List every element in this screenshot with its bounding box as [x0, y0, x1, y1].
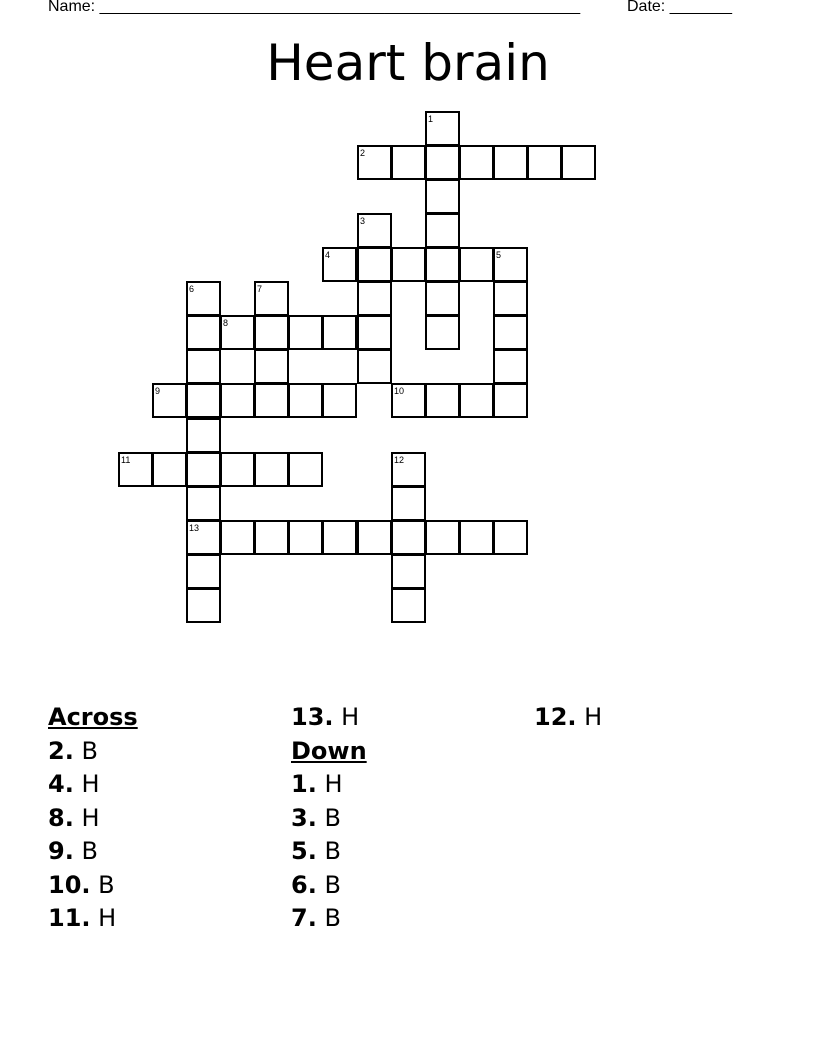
clue-item — [48, 835, 138, 869]
clue-text: B — [324, 837, 341, 865]
clue-item — [534, 701, 602, 735]
clue-column-1 — [48, 701, 138, 936]
clue-number: 3 — [360, 216, 366, 226]
grid-cell[interactable] — [186, 418, 221, 453]
clue-item — [291, 701, 367, 735]
grid-cell[interactable] — [493, 145, 528, 180]
grid-cell[interactable] — [254, 452, 289, 487]
clue-number-label: 13. — [291, 703, 334, 731]
clue-number-label: 10. — [48, 870, 91, 899]
grid-cell[interactable] — [391, 486, 426, 521]
clue-number-label: 11. — [48, 904, 91, 932]
clue-number: 4 — [325, 250, 331, 260]
clue-item — [48, 735, 138, 769]
grid-cell[interactable] — [459, 247, 494, 282]
clue-item — [291, 902, 367, 936]
grid-cell[interactable] — [459, 520, 494, 555]
grid-cell[interactable] — [186, 486, 221, 521]
grid-cell[interactable] — [425, 281, 460, 316]
clue-text: H — [324, 770, 343, 798]
clue-item — [291, 869, 367, 903]
clue-text: B — [324, 870, 341, 899]
clue-number-label: 7. — [291, 904, 317, 932]
grid-cell[interactable] — [527, 145, 562, 180]
clue-item — [48, 869, 138, 903]
page-title: Heart brain — [266, 34, 550, 92]
grid-cell[interactable] — [357, 247, 392, 282]
grid-cell[interactable] — [357, 349, 392, 384]
grid-cell[interactable] — [425, 179, 460, 214]
clue-item — [291, 768, 367, 802]
clue-text: H — [341, 703, 360, 731]
clue-column-2 — [291, 701, 367, 936]
clue-text: H — [98, 904, 117, 932]
grid-cell[interactable] — [186, 383, 221, 418]
clue-heading: Across — [48, 703, 138, 731]
clue-number: 7 — [257, 284, 263, 294]
clue-number: 11 — [121, 455, 131, 465]
clue-number: 9 — [155, 386, 161, 396]
grid-cell[interactable] — [357, 281, 392, 316]
clue-number-label: 5. — [291, 837, 317, 865]
grid-cell[interactable] — [425, 145, 460, 180]
grid-cell[interactable] — [425, 520, 460, 555]
grid-cell[interactable] — [493, 520, 528, 555]
grid-cell[interactable] — [425, 213, 460, 248]
grid-cell[interactable] — [254, 383, 289, 418]
clue-text: H — [81, 803, 100, 832]
clue-item — [291, 835, 367, 869]
clue-number-label: 4. — [48, 770, 74, 798]
clue-number: 1 — [428, 114, 434, 124]
clue-text: B — [81, 837, 98, 865]
clue-text: B — [324, 803, 341, 832]
clue-number-label: 2. — [48, 736, 74, 765]
grid-cell[interactable] — [425, 383, 460, 418]
grid-cell[interactable] — [459, 145, 494, 180]
grid-cell[interactable] — [288, 315, 323, 350]
grid-cell[interactable] — [220, 452, 255, 487]
clue-heading: Down — [291, 736, 367, 765]
grid-cell[interactable] — [220, 383, 255, 418]
grid-cell[interactable] — [391, 145, 426, 180]
clue-item — [291, 802, 367, 836]
grid-cell[interactable] — [493, 281, 528, 316]
grid-cell[interactable] — [186, 349, 221, 384]
grid-cell[interactable] — [186, 588, 221, 623]
clue-number: 2 — [360, 148, 366, 158]
grid-cell[interactable] — [357, 520, 392, 555]
clue-number-label: 3. — [291, 803, 317, 832]
grid-cell[interactable] — [425, 247, 460, 282]
grid-cell[interactable] — [186, 554, 221, 589]
clue-item — [48, 768, 138, 802]
grid-cell[interactable] — [493, 383, 528, 418]
clue-item — [48, 802, 138, 836]
clue-number: 10 — [394, 386, 405, 396]
clue-text: H — [81, 770, 100, 798]
clue-number: 6 — [189, 284, 195, 294]
grid-cell[interactable] — [391, 247, 426, 282]
grid-cell[interactable] — [254, 315, 289, 350]
clue-number-label: 12. — [534, 703, 577, 731]
grid-cell[interactable] — [561, 145, 596, 180]
grid-cell[interactable] — [391, 588, 426, 623]
clue-number: 13 — [189, 523, 200, 533]
grid-cell[interactable] — [459, 383, 494, 418]
grid-cell[interactable] — [493, 349, 528, 384]
clue-item — [48, 902, 138, 936]
grid-cell[interactable] — [186, 452, 221, 487]
clue-number-label: 6. — [291, 870, 317, 899]
date-field-label: Date: _______ — [627, 0, 732, 15]
clue-text: B — [98, 870, 115, 899]
grid-cell[interactable] — [322, 383, 357, 418]
grid-cell[interactable] — [288, 452, 323, 487]
clue-number-label: 9. — [48, 837, 74, 865]
grid-cell[interactable] — [152, 452, 187, 487]
grid-cell[interactable] — [322, 315, 357, 350]
grid-cell[interactable] — [186, 315, 221, 350]
clue-number: 5 — [496, 250, 502, 260]
grid-cell[interactable] — [357, 315, 392, 350]
clue-number-label: 1. — [291, 770, 317, 798]
grid-cell[interactable] — [288, 383, 323, 418]
clue-number: 12 — [394, 455, 405, 465]
grid-cell[interactable] — [391, 554, 426, 589]
grid-cell[interactable] — [254, 349, 289, 384]
grid-cell[interactable] — [288, 520, 323, 555]
name-field-label: Name: ______________________________________________________ — [48, 0, 581, 15]
clue-text: B — [324, 904, 341, 932]
grid-cell[interactable] — [425, 315, 460, 350]
clue-text: B — [81, 736, 98, 765]
grid-cell[interactable] — [254, 520, 289, 555]
grid-cell[interactable] — [220, 520, 255, 555]
clue-column-3 — [534, 701, 602, 735]
clue-text: H — [584, 703, 603, 731]
grid-cell[interactable] — [493, 315, 528, 350]
grid-cell[interactable] — [391, 520, 426, 555]
clue-number-label: 8. — [48, 803, 74, 832]
grid-cell[interactable] — [322, 520, 357, 555]
clue-number: 8 — [223, 318, 229, 328]
